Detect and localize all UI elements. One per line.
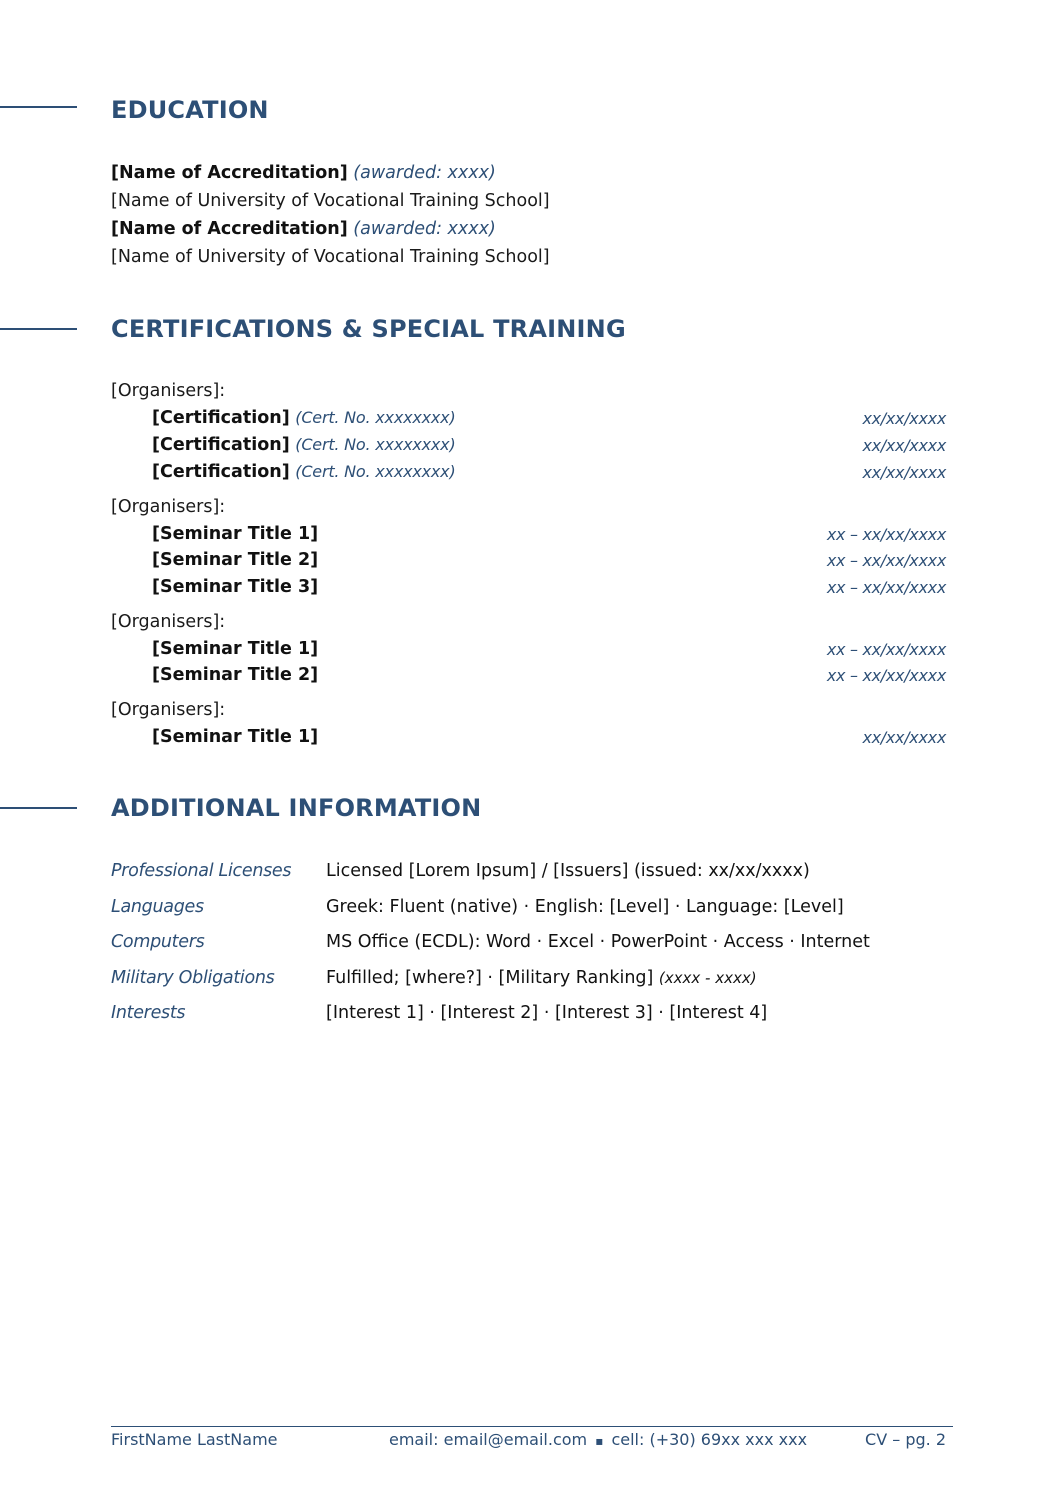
education-heading: EDUCATION — [111, 96, 269, 124]
seminar-title: [Seminar Title 1] — [152, 727, 319, 747]
seminar-title: [Seminar Title 1] — [152, 639, 319, 659]
section-rule — [0, 328, 77, 330]
info-value-computers: MS Office (ECDL): Word · Excel · PowerPoint · Access · Internet — [326, 932, 870, 952]
footer-rule — [111, 1426, 953, 1427]
seminar-date: xx/xx/xxxx — [862, 728, 946, 747]
certification-item — [152, 460, 456, 484]
certification-date: xx/xx/xxxx — [862, 436, 946, 455]
organisers-label: [Organisers]: — [111, 497, 226, 517]
education-entry-1-heading — [111, 161, 496, 185]
additional-info-heading: ADDITIONAL INFORMATION — [111, 794, 482, 822]
section-rule — [0, 106, 77, 108]
certification-item — [152, 406, 456, 430]
certification-title: [Certification] — [152, 435, 290, 455]
accreditation-name: [Name of Accreditation] — [111, 163, 348, 183]
footer-separator: ▪ — [595, 1434, 604, 1448]
military-status: Fulfilled; [where?] · [Military Ranking] — [326, 968, 659, 988]
awarded-year: (awarded: xxxx) — [353, 163, 496, 183]
certification-title: [Certification] — [152, 462, 290, 482]
organisers-label: [Organisers]: — [111, 700, 226, 720]
seminar-title: [Seminar Title 1] — [152, 524, 319, 544]
footer-page-number: CV – pg. 2 — [865, 1430, 946, 1449]
certifications-heading: CERTIFICATIONS & SPECIAL TRAINING — [111, 315, 626, 343]
info-label-licenses: Professional Licenses — [111, 861, 292, 881]
education-entry-2-school: [Name of University of Vocational Training School] — [111, 247, 550, 267]
seminar-title: [Seminar Title 3] — [152, 577, 319, 597]
certification-date: xx/xx/xxxx — [862, 463, 946, 482]
info-label-languages: Languages — [111, 897, 204, 917]
section-rule — [0, 807, 77, 809]
seminar-date: xx – xx/xx/xxxx — [826, 666, 946, 685]
info-label-interests: Interests — [111, 1003, 186, 1023]
footer-name: FirstName LastName — [111, 1430, 278, 1449]
footer-email: email: email@email.com — [389, 1430, 588, 1449]
seminar-date: xx – xx/xx/xxxx — [826, 578, 946, 597]
accreditation-name: [Name of Accreditation] — [111, 219, 348, 239]
military-period: (xxxx - xxxx) — [658, 969, 757, 987]
certification-date: xx/xx/xxxx — [862, 409, 946, 428]
seminar-date: xx – xx/xx/xxxx — [826, 551, 946, 570]
education-entry-2-heading — [111, 217, 496, 241]
certification-number: (Cert. No. xxxxxxxx) — [295, 462, 456, 481]
info-label-military: Military Obligations — [111, 968, 275, 988]
info-value-interests: [Interest 1] · [Interest 2] · [Interest 3] · [Interest 4] — [326, 1003, 768, 1023]
certification-item — [152, 433, 456, 457]
certification-number: (Cert. No. xxxxxxxx) — [295, 435, 456, 454]
info-value-languages: Greek: Fluent (native) · English: [Level] · Language: [Level] — [326, 897, 844, 917]
certification-title: [Certification] — [152, 408, 290, 428]
seminar-title: [Seminar Title 2] — [152, 665, 319, 685]
seminar-date: xx – xx/xx/xxxx — [826, 525, 946, 544]
organisers-label: [Organisers]: — [111, 612, 226, 632]
awarded-year: (awarded: xxxx) — [353, 219, 496, 239]
seminar-date: xx – xx/xx/xxxx — [826, 640, 946, 659]
info-value-licenses: Licensed [Lorem Ipsum] / [Issuers] (issued: xx/xx/xxxx) — [326, 861, 810, 881]
education-entry-1-school: [Name of University of Vocational Training School] — [111, 191, 550, 211]
certification-number: (Cert. No. xxxxxxxx) — [295, 408, 456, 427]
seminar-title: [Seminar Title 2] — [152, 550, 319, 570]
info-value-military — [326, 966, 757, 990]
footer-cell: cell: (+30) 69xx xxx xxx — [611, 1430, 808, 1449]
organisers-label: [Organisers]: — [111, 381, 226, 401]
info-label-computers: Computers — [111, 932, 205, 952]
footer-contact — [389, 1430, 807, 1451]
